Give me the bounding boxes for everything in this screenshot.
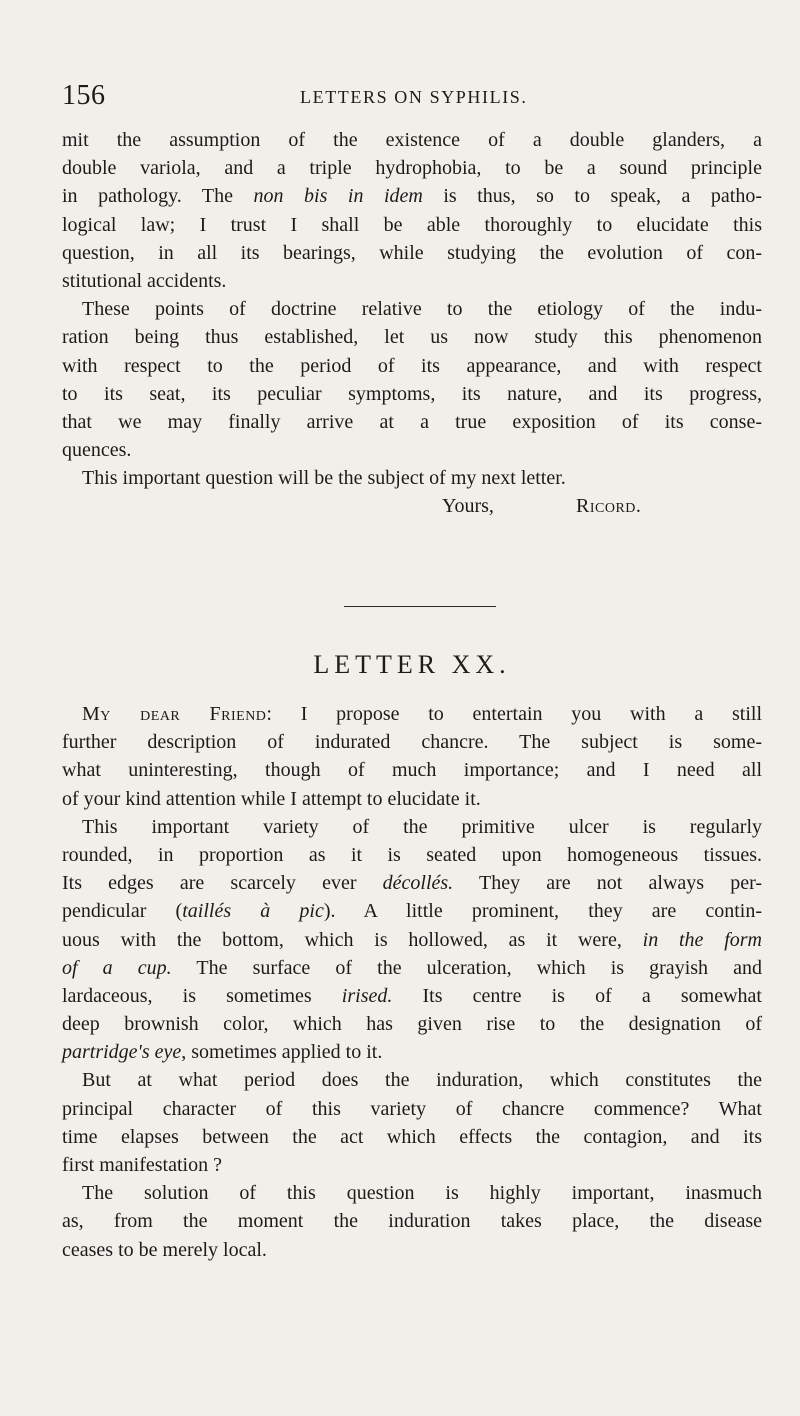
text-line: This important question will be the subject of my next letter. bbox=[82, 467, 566, 490]
latin-phrase: non bis in idem bbox=[253, 185, 423, 208]
french-term: taillés à pic bbox=[182, 900, 324, 923]
paragraph bbox=[62, 813, 762, 1067]
text-line: to its seat, its peculiar symptoms, its nature, and its progress, bbox=[62, 382, 762, 405]
text-line: further description of indurated chancre. The subject is some- bbox=[62, 731, 762, 754]
text-line: question, in all its bearings, while studying the evolution of con- bbox=[62, 241, 762, 264]
text-line: My dear Friend: I propose to entertain you with a still bbox=[82, 703, 762, 725]
text-line: pendicular (taillés à pic). A little prominent, they are contin- bbox=[62, 900, 762, 923]
text-line: rounded, in proportion as it is seated upon homogeneous tissues. bbox=[62, 843, 762, 866]
text-line: in pathology. The non bis in idem is thus, so to speak, a patho- bbox=[62, 185, 762, 208]
text-line: uous with the bottom, which is hollowed, as it were, in the form bbox=[62, 928, 762, 951]
signature-name: Ricord. bbox=[576, 495, 642, 518]
text-line: Its edges are scarcely ever décollés. They are not always per- bbox=[62, 872, 762, 895]
paragraph bbox=[62, 295, 762, 464]
text-line: ration being thus established, let us now study this phenomenon bbox=[62, 326, 762, 349]
text-line: mit the assumption of the existence of a double glanders, a bbox=[62, 129, 762, 151]
text-line: The solution of this question is highly important, inasmuch bbox=[82, 1182, 762, 1205]
text-line: with respect to the period of its appearance, and with respect bbox=[62, 354, 762, 377]
text-line: of a cup. The surface of the ulceration, which is grayish and bbox=[62, 956, 763, 979]
emphasis: irised. bbox=[341, 984, 393, 1007]
text-line: ceases to be merely local. bbox=[62, 1238, 267, 1261]
text-line: time elapses between the act which effects the contagion, and its bbox=[62, 1125, 762, 1148]
text-line: double variola, and a triple hydrophobia, to be a sound principle bbox=[62, 157, 762, 180]
text-line: deep brownish color, which has given rise to the designation of bbox=[62, 1013, 762, 1036]
letter-body bbox=[62, 700, 762, 1264]
emphasis: of a cup. bbox=[62, 956, 172, 979]
page-header bbox=[62, 80, 762, 111]
text-line: logical law; I trust I shall be able thoroughly to elucidate this bbox=[62, 213, 762, 236]
text-line: lardaceous, is sometimes irised. Its centre is of a somewhat bbox=[62, 984, 762, 1007]
text-line: what uninteresting, though of much importance; and I need all bbox=[62, 759, 762, 782]
page-number: 156 bbox=[62, 80, 106, 111]
paragraph bbox=[62, 464, 762, 492]
letter-heading: LETTER XX. bbox=[313, 650, 511, 679]
signature-closing: Yours, bbox=[442, 495, 494, 518]
french-term: décollés. bbox=[382, 872, 454, 895]
text-line: But at what period does the induration, which constitutes the bbox=[82, 1069, 762, 1092]
text-line: quences. bbox=[62, 439, 132, 462]
text-line: partridge's eye, sometimes applied to it. bbox=[62, 1041, 383, 1064]
paragraph bbox=[62, 126, 762, 295]
paragraph bbox=[62, 1179, 762, 1264]
text-line: as, from the moment the induration takes place, the disease bbox=[62, 1210, 762, 1233]
text-line: These points of doctrine relative to the etiology of the indu- bbox=[82, 298, 762, 321]
paragraph bbox=[62, 700, 762, 813]
text-line: stitutional accidents. bbox=[62, 269, 227, 292]
text-line: of your kind attention while I attempt to elucidate it. bbox=[62, 787, 481, 810]
section-divider bbox=[344, 606, 496, 607]
continued-text bbox=[62, 126, 762, 521]
signature bbox=[62, 492, 762, 520]
text-line: that we may finally arrive at a true exposition of its conse- bbox=[62, 410, 762, 433]
text-line: principal character of this variety of chancre commence? What bbox=[62, 1097, 762, 1120]
paragraph bbox=[62, 1066, 762, 1179]
running-title: LETTERS ON SYPHILIS. bbox=[300, 87, 528, 107]
emphasis: in the form bbox=[642, 928, 762, 951]
emphasis: partridge's eye bbox=[62, 1041, 182, 1064]
salutation: My dear Friend bbox=[82, 703, 267, 725]
text-line: first manifestation ? bbox=[62, 1154, 222, 1176]
text-line: This important variety of the primitive ulcer is regularly bbox=[82, 815, 762, 838]
